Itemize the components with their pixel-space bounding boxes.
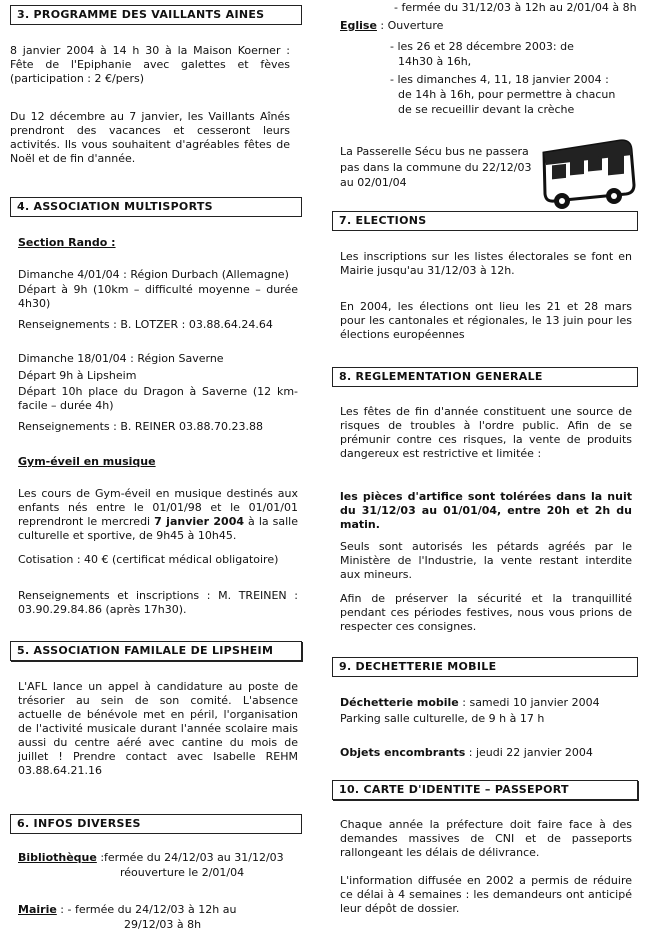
s8-paragraph-4: Afin de préserver la sécurité et la tranquillité pendant ces périodes festives, nous vous prions de respecter ces consignes. xyxy=(340,592,632,633)
mairie-line-2: 29/12/03 à 8h xyxy=(124,918,202,931)
bibliotheque-reopen: réouverture le 2/01/04 xyxy=(120,866,245,879)
mairie-line-3: - fermée du 31/12/03 à 12h au 2/01/04 à 8h xyxy=(394,1,637,14)
section-4-title: 4. ASSOCIATION MULTISPORTS xyxy=(10,197,302,217)
s10-paragraph-1: Chaque année la préfecture doit faire face à des demandes massives de CNI et de passeports rallongeant les délais de délivrance. xyxy=(340,818,632,859)
s7-paragraph-2: En 2004, les élections ont lieu les 21 et 28 mars pour les cantonales et régionales, le 13 juin pour les élections européennes xyxy=(340,300,632,341)
s10-paragraph-2: L'information diffusée en 2002 a permis de réduire ce délai à 4 semaines : les demandeurs ont anticipé leur dépôt de dossier. xyxy=(340,874,632,915)
gym-renseignements: Renseignements et inscriptions : M. TREINEN : 03.90.29.84.86 (après 17h30). xyxy=(18,589,298,616)
section-rando-heading: Section Rando : xyxy=(18,236,116,249)
s8-paragraph-2: les pièces d'artifice sont tolérées dans la nuit du 31/12/03 au 01/01/04, entre 20h et 2h du matin. xyxy=(340,490,632,531)
section-8-title: 8. REGLEMENTATION GENERALE xyxy=(332,367,638,387)
dechetterie-parking: Parking salle culturelle, de 9 h à 17 h xyxy=(340,712,545,725)
rando-line-1: Dimanche 4/01/04 : Région Durbach (Allemagne) xyxy=(18,268,289,281)
section-10-title: 10. CARTE D'IDENTITE – PASSEPORT xyxy=(332,780,638,800)
section-7-title: 7. ELECTIONS xyxy=(332,211,638,231)
bibliotheque-row: Bibliothèque : xyxy=(18,851,105,864)
section-3-title: 3. PROGRAMME DES VAILLANTS AINES xyxy=(10,5,302,25)
passerelle-line-3: au 02/01/04 xyxy=(340,176,407,189)
s7-paragraph-1: Les inscriptions sur les listes électorales se font en Mairie jusqu'au 31/12/03 à 12h. xyxy=(340,250,632,277)
s3-paragraph-2: Du 12 décembre au 7 janvier, les Vaillants Aînés prendront des vacances et cesseront leurs activités. Ils vous souhaitent d'agréables fêtes de Noël et de fin d'année. xyxy=(10,110,290,165)
rando-line-5: Départ 9h à Lipsheim xyxy=(18,369,137,382)
s8-paragraph-1: Les fêtes de fin d'année constituent une source de risques de troubles à l'ordre public. Afin de se prémunir contre ces risques, la vente de produits dangereux est restrictive et limitée : xyxy=(340,405,632,460)
s8-paragraph-3: Seuls sont autorisés les pétards agréés par le Ministère de l'Industrie, la vente restant interdite aux mineurs. xyxy=(340,540,632,581)
eglise-line-5: de se recueillir devant la crèche xyxy=(398,103,575,116)
section-5-title: 5. ASSOCIATION FAMILALE DE LIPSHEIM xyxy=(10,641,302,661)
gym-cotisation: Cotisation : 40 € (certificat médical obligatoire) xyxy=(18,553,279,566)
rando-line-2: Départ à 9h (10km – difficulté moyenne – durée 4h30) xyxy=(18,283,298,310)
eglise-row: Eglise : Ouverture xyxy=(340,19,444,32)
gym-eveil-heading: Gym-éveil en musique xyxy=(18,455,156,468)
s5-paragraph: L'AFL lance un appel à candidature au poste de trésorier au sein de son comité. L'absence actuelle de bénévole met en péril, l'organisation de l'activité musicale durant l'année scolaire mais aussi du centre aéré avec cantine du mois de juillet ! Prendre contact avec Isabelle REHM 03.88.64.21.16 xyxy=(18,680,298,777)
eglise-line-3: - les dimanches 4, 11, 18 janvier 2004 : xyxy=(390,73,609,86)
objets-encombrants-row: Objets encombrants : jeudi 22 janvier 2004 xyxy=(340,746,593,759)
rando-line-7: Renseignements : B. REINER 03.88.70.23.88 xyxy=(18,420,264,433)
rando-line-6: Départ 10h place du Dragon à Saverne (12 km-facile – durée 4h) xyxy=(18,385,298,412)
eglise-line-2: 14h30 à 16h, xyxy=(398,55,472,68)
rando-line-4: Dimanche 18/01/04 : Région Saverne xyxy=(18,352,224,365)
rando-line-3: Renseignements : B. LOTZER : 03.88.64.24.64 xyxy=(18,318,273,331)
eglise-line-4: de 14h à 16h, pour permettre à chacun xyxy=(398,88,616,101)
eglise-line-1: - les 26 et 28 décembre 2003: de xyxy=(390,40,574,53)
section-6-title: 6. INFOS DIVERSES xyxy=(10,814,302,834)
mairie-row: Mairie : - fermée du 24/12/03 à 12h au xyxy=(18,903,237,916)
bibliotheque-closed: fermée du 24/12/03 au 31/12/03 xyxy=(104,851,284,864)
s3-paragraph-1: 8 janvier 2004 à 14 h 30 à la Maison Koerner : Fête de l'Epiphanie avec galettes et fèves (participation : 2 €/pers) xyxy=(10,44,290,85)
passerelle-line-1: La Passerelle Sécu bus ne passera xyxy=(340,145,529,158)
bus-icon xyxy=(536,135,638,215)
passerelle-line-2: pas dans la commune du 22/12/03 xyxy=(340,161,532,174)
dechetterie-row: Déchetterie mobile : samedi 10 janvier 2004 xyxy=(340,696,600,709)
gym-paragraph: Les cours de Gym-éveil en musique destinés aux enfants nés entre le 01/01/98 et le 01/01/01 reprendront le mercredi 7 janvier 2004 à la salle culturelle et sportive, de 9h45 à 10h45. xyxy=(18,487,298,542)
section-9-title: 9. DECHETTERIE MOBILE xyxy=(332,657,638,677)
